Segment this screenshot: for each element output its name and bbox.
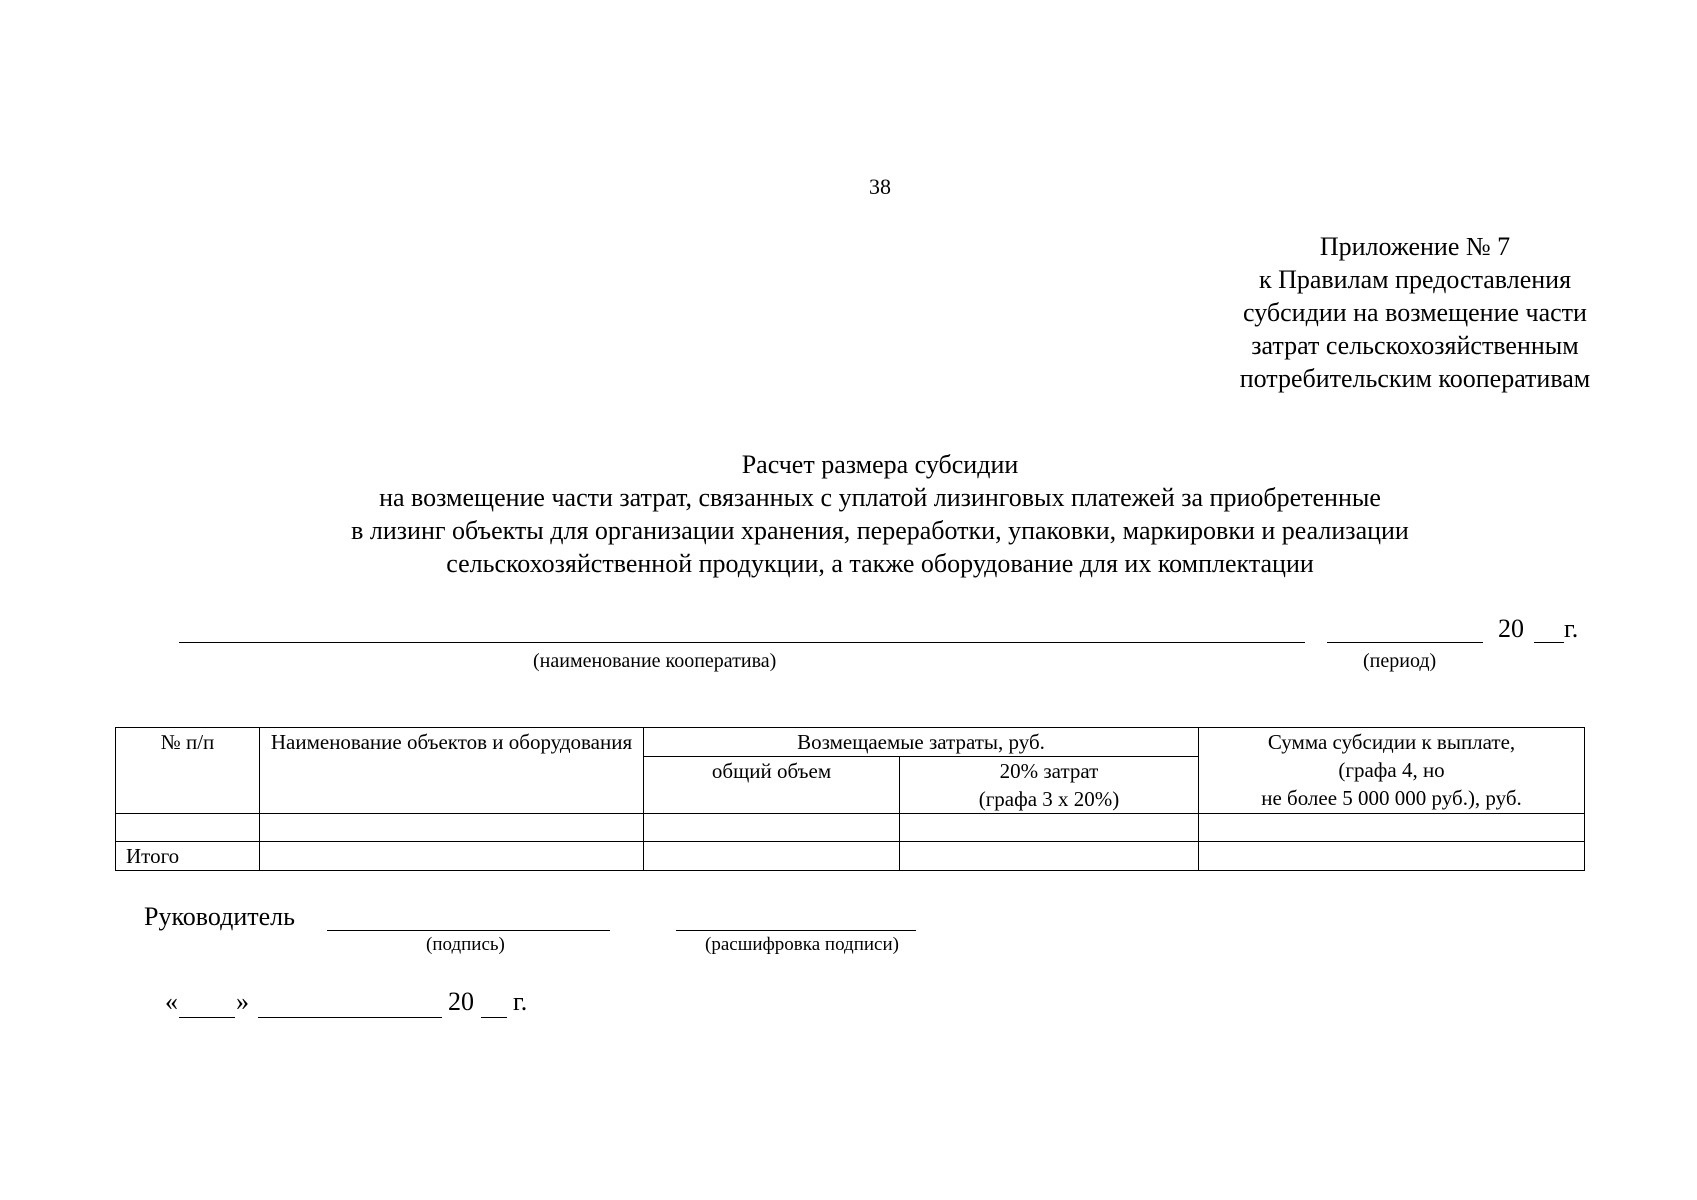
date-year-suffix: г. [513, 987, 528, 1016]
title-line: в лизинг объекты для организации хранения, переработки, упаковки, маркировки и реализации [351, 516, 1409, 545]
signature-line[interactable] [327, 930, 610, 931]
date-year-prefix: 20 [448, 987, 474, 1016]
date-month-line[interactable] [258, 1017, 442, 1018]
header-subsidy-line: Сумма субсидии к выплате, [1267, 730, 1516, 754]
cooperative-name-caption: (наименование кооператива) [533, 650, 777, 672]
period-line[interactable] [1327, 642, 1483, 643]
appendix-block [1150, 230, 1680, 395]
date-open-quote: « [165, 987, 178, 1016]
title-line: Расчет размера субсидии [741, 450, 1019, 479]
header-20pct [900, 757, 1199, 814]
appendix-line: к Правилам предоставления [1258, 265, 1572, 294]
table-cell[interactable] [900, 814, 1199, 842]
header-subsidy-line: не более 5 000 000 руб.), руб. [1261, 786, 1522, 810]
table-cell[interactable] [1199, 814, 1585, 842]
header-costs: Возмещаемые затраты, руб. [644, 728, 1199, 757]
appendix-line: затрат сельскохозяйственным [1251, 331, 1579, 360]
table-cell[interactable] [1199, 842, 1585, 871]
table-cell[interactable] [644, 842, 900, 871]
signature-decode-caption: (расшифровка подписи) [705, 934, 899, 955]
year-prefix: 20 [1498, 614, 1524, 643]
title-line: сельскохозяйственной продукции, а также оборудование для их комплектации [446, 549, 1314, 578]
appendix-line: Приложение № 7 [1319, 232, 1511, 261]
document-title [200, 448, 1560, 580]
table-cell[interactable] [116, 814, 260, 842]
header-subsidy-line: (графа 4, но [1338, 758, 1445, 782]
date-close-quote: » [236, 987, 249, 1016]
head-label: Руководитель [144, 902, 295, 931]
table-row [116, 814, 1585, 842]
table-cell[interactable] [260, 842, 644, 871]
signature-caption: (подпись) [426, 934, 505, 955]
total-row [116, 842, 1585, 871]
table-cell[interactable] [644, 814, 900, 842]
year-line[interactable] [1534, 642, 1564, 643]
page-number: 38 [869, 174, 891, 199]
table-cell[interactable] [900, 842, 1199, 871]
header-20pct-line: 20% затрат [999, 759, 1099, 783]
appendix-line: потребительским кооперативам [1239, 364, 1591, 393]
appendix-line: субсидии на возмещение части [1243, 298, 1587, 327]
year-suffix: г. [1564, 614, 1579, 643]
header-name: Наименование объектов и оборудования [260, 728, 644, 814]
header-total-volume: общий объем [644, 757, 900, 814]
title-line: на возмещение части затрат, связанных с уплатой лизинговых платежей за приобретенные [379, 483, 1381, 512]
subsidy-table [115, 727, 1585, 871]
header-20pct-line: (графа 3 х 20%) [978, 787, 1120, 811]
cooperative-name-line[interactable] [179, 642, 1305, 643]
header-num: № п/п [116, 728, 260, 814]
header-subsidy [1199, 728, 1585, 814]
period-caption: (период) [1363, 650, 1437, 672]
date-year-line[interactable] [481, 1017, 507, 1018]
signature-decode-line[interactable] [676, 930, 916, 931]
table-cell[interactable] [260, 814, 644, 842]
total-label: Итого [116, 842, 260, 871]
date-day-line[interactable] [179, 1017, 235, 1018]
